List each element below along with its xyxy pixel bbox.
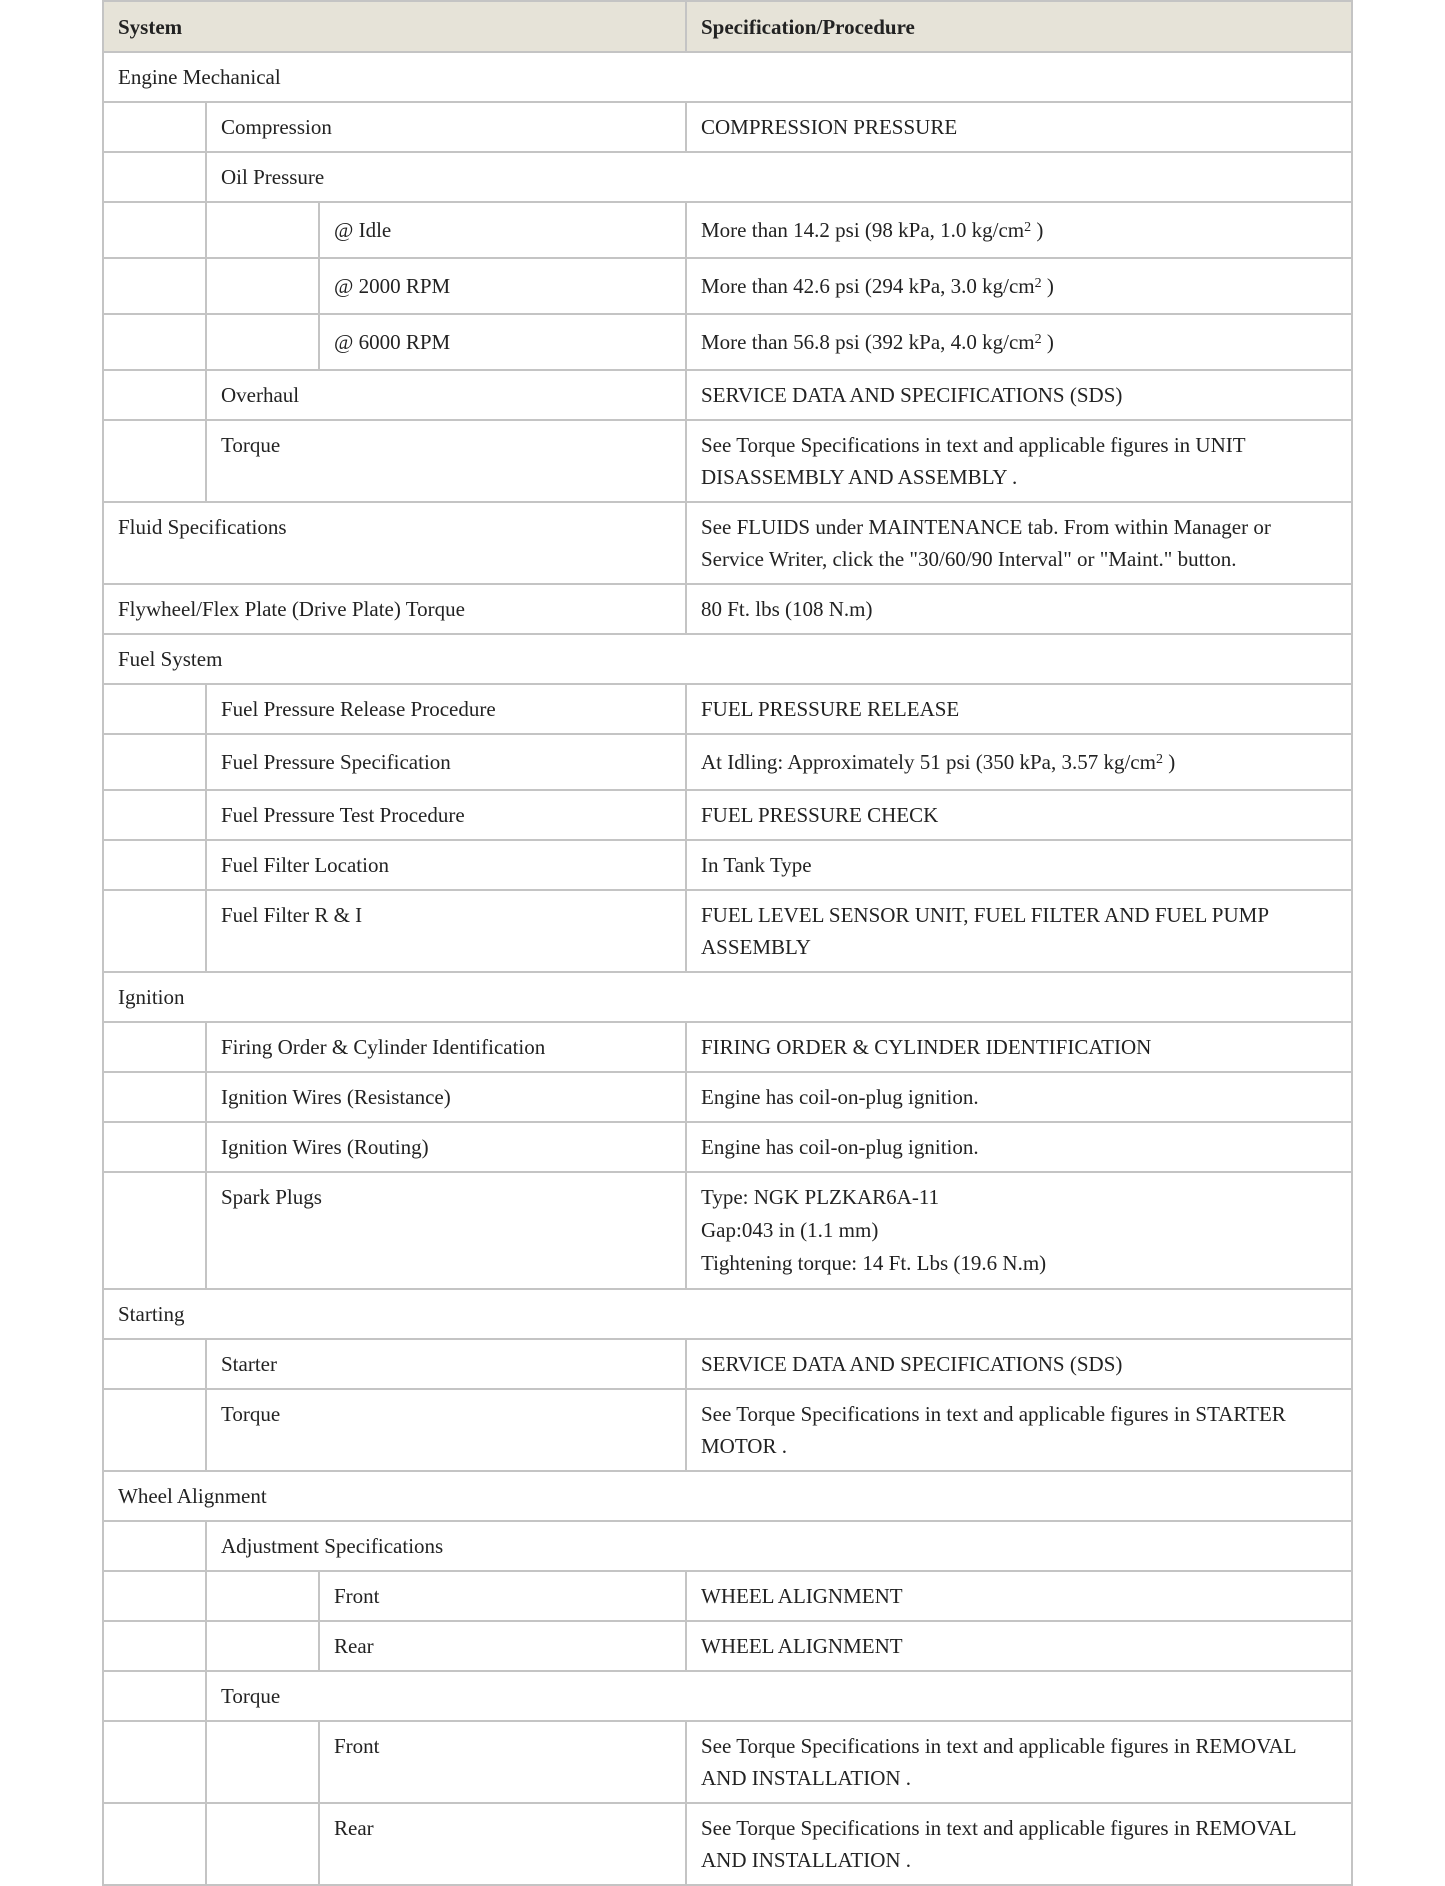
row-spec: SERVICE DATA AND SPECIFICATIONS (SDS) [686,1339,1352,1389]
row-spec: FIRING ORDER & CYLINDER IDENTIFICATION [686,1022,1352,1072]
row-label: @ 6000 RPM [319,314,686,370]
spec-tail: ) [1041,330,1054,354]
table-row [103,370,1352,420]
table-row [103,1389,1352,1471]
row-spec: See Torque Specifications in text and applicable figures in REMOVAL AND INSTALLATION . [686,1803,1352,1885]
row-spec [686,202,1352,258]
row-spec: Engine has coil-on-plug ignition. [686,1122,1352,1172]
indent-cell [103,1122,206,1172]
table-row [103,790,1352,840]
table-row [103,314,1352,370]
indent-cell [103,684,206,734]
section-label: Ignition [103,972,1352,1022]
row-label: Rear [319,1621,686,1671]
row-label: Compression [206,102,686,152]
row-label: Rear [319,1803,686,1885]
table-row [103,840,1352,890]
table-row [103,1072,1352,1122]
section-label: Flywheel/Flex Plate (Drive Plate) Torque [103,584,686,634]
indent-cell [103,314,206,370]
spark-plug-torque: Tightening torque: 14 Ft. Lbs (19.6 N.m) [701,1251,1047,1275]
indent-cell [103,1022,206,1072]
table-row [103,1172,1352,1289]
table-row [103,152,1352,202]
row-label: Torque [206,1671,1352,1721]
section-row-fuel [103,634,1352,684]
row-spec: COMPRESSION PRESSURE [686,102,1352,152]
indent-cell [206,1803,319,1885]
row-label: Fuel Pressure Release Procedure [206,684,686,734]
section-label: Fluid Specifications [103,502,686,584]
row-spec [686,734,1352,790]
section-row-ignition [103,972,1352,1022]
row-label: Starter [206,1339,686,1389]
row-label: Adjustment Specifications [206,1521,1352,1571]
table-row [103,890,1352,972]
indent-cell [103,1671,206,1721]
row-label: Firing Order & Cylinder Identification [206,1022,686,1072]
section-row-engine [103,52,1352,102]
spec-text: More than 14.2 psi (98 kPa, 1.0 kg/cm [701,218,1025,242]
indent-cell [103,1389,206,1471]
table-row [103,1571,1352,1621]
spark-plug-type: Type: NGK PLZKAR6A-11 [701,1185,940,1209]
superscript: 2 [1034,276,1042,291]
row-label: Ignition Wires (Resistance) [206,1072,686,1122]
table-row [103,1721,1352,1803]
table-row [103,1803,1352,1885]
indent-cell [103,1721,206,1803]
indent-cell [103,1621,206,1671]
row-label: Front [319,1721,686,1803]
row-spec: See FLUIDS under MAINTENANCE tab. From within Manager or Service Writer, click the "30/60/90 Interval" or "Maint." button. [686,502,1352,584]
row-label: Fuel Filter Location [206,840,686,890]
table-header-row [103,1,1352,52]
specification-table [102,0,1353,1886]
row-spec: 80 Ft. lbs (108 N.m) [686,584,1352,634]
section-label: Engine Mechanical [103,52,1352,102]
superscript: 2 [1034,332,1042,347]
header-spec: Specification/Procedure [686,1,1352,52]
row-spec: Engine has coil-on-plug ignition. [686,1072,1352,1122]
row-label: Ignition Wires (Routing) [206,1122,686,1172]
superscript: 2 [1155,752,1163,767]
indent-cell [206,1721,319,1803]
section-label: Starting [103,1289,1352,1339]
row-label: Torque [206,1389,686,1471]
indent-cell [103,734,206,790]
indent-cell [103,258,206,314]
table-row [103,1521,1352,1571]
indent-cell [103,1072,206,1122]
row-spec: FUEL PRESSURE RELEASE [686,684,1352,734]
row-spec: FUEL LEVEL SENSOR UNIT, FUEL FILTER AND FUEL PUMP ASSEMBLY [686,890,1352,972]
indent-cell [103,1803,206,1885]
table-row [103,102,1352,152]
row-label: Fuel Filter R & I [206,890,686,972]
row-spec: WHEEL ALIGNMENT [686,1621,1352,1671]
row-spec: In Tank Type [686,840,1352,890]
row-spec: See Torque Specifications in text and applicable figures in UNIT DISASSEMBLY AND ASSEMBLY . [686,420,1352,502]
spark-plug-gap: Gap:043 in (1.1 mm) [701,1218,879,1242]
spec-tail: ) [1162,750,1176,774]
table-row [103,1621,1352,1671]
indent-cell [103,840,206,890]
indent-cell [103,1571,206,1621]
row-spec: FUEL PRESSURE CHECK [686,790,1352,840]
row-label: Front [319,1571,686,1621]
table-row [103,1671,1352,1721]
spec-text: At Idling: Approximately 51 psi (350 kPa, 3.57 kg/cm [701,750,1156,774]
table-row [103,420,1352,502]
row-label: @ Idle [319,202,686,258]
indent-cell [103,420,206,502]
superscript: 2 [1024,220,1032,235]
section-row-wheel [103,1471,1352,1521]
table-row [103,502,1352,584]
row-spec [686,314,1352,370]
indent-cell [103,370,206,420]
table-row [103,1339,1352,1389]
indent-cell [103,790,206,840]
indent-cell [103,890,206,972]
table-row [103,1022,1352,1072]
row-spec [686,1172,1352,1289]
table-row [103,684,1352,734]
row-spec: See Torque Specifications in text and applicable figures in STARTER MOTOR . [686,1389,1352,1471]
row-spec: WHEEL ALIGNMENT [686,1571,1352,1621]
indent-cell [103,102,206,152]
indent-cell [206,314,319,370]
row-label: Spark Plugs [206,1172,686,1289]
indent-cell [103,1521,206,1571]
section-label: Fuel System [103,634,1352,684]
table-row [103,202,1352,258]
indent-cell [103,202,206,258]
row-label: Overhaul [206,370,686,420]
spec-text: More than 42.6 psi (294 kPa, 3.0 kg/cm [701,274,1035,298]
row-label: Oil Pressure [206,152,1352,202]
indent-cell [206,1621,319,1671]
table-row [103,584,1352,634]
indent-cell [206,1571,319,1621]
row-label: Fuel Pressure Specification [206,734,686,790]
row-spec: See Torque Specifications in text and applicable figures in REMOVAL AND INSTALLATION . [686,1721,1352,1803]
indent-cell [206,258,319,314]
table-row [103,734,1352,790]
spec-tail: ) [1041,274,1054,298]
row-spec [686,258,1352,314]
section-label: Wheel Alignment [103,1471,1352,1521]
indent-cell [206,202,319,258]
row-spec: SERVICE DATA AND SPECIFICATIONS (SDS) [686,370,1352,420]
spec-text: More than 56.8 psi (392 kPa, 4.0 kg/cm [701,330,1035,354]
indent-cell [103,152,206,202]
section-row-starting [103,1289,1352,1339]
spec-tail: ) [1031,218,1044,242]
row-label: Fuel Pressure Test Procedure [206,790,686,840]
row-label: @ 2000 RPM [319,258,686,314]
indent-cell [103,1172,206,1289]
table-row [103,258,1352,314]
header-system: System [103,1,686,52]
row-label: Torque [206,420,686,502]
indent-cell [103,1339,206,1389]
table-row [103,1122,1352,1172]
